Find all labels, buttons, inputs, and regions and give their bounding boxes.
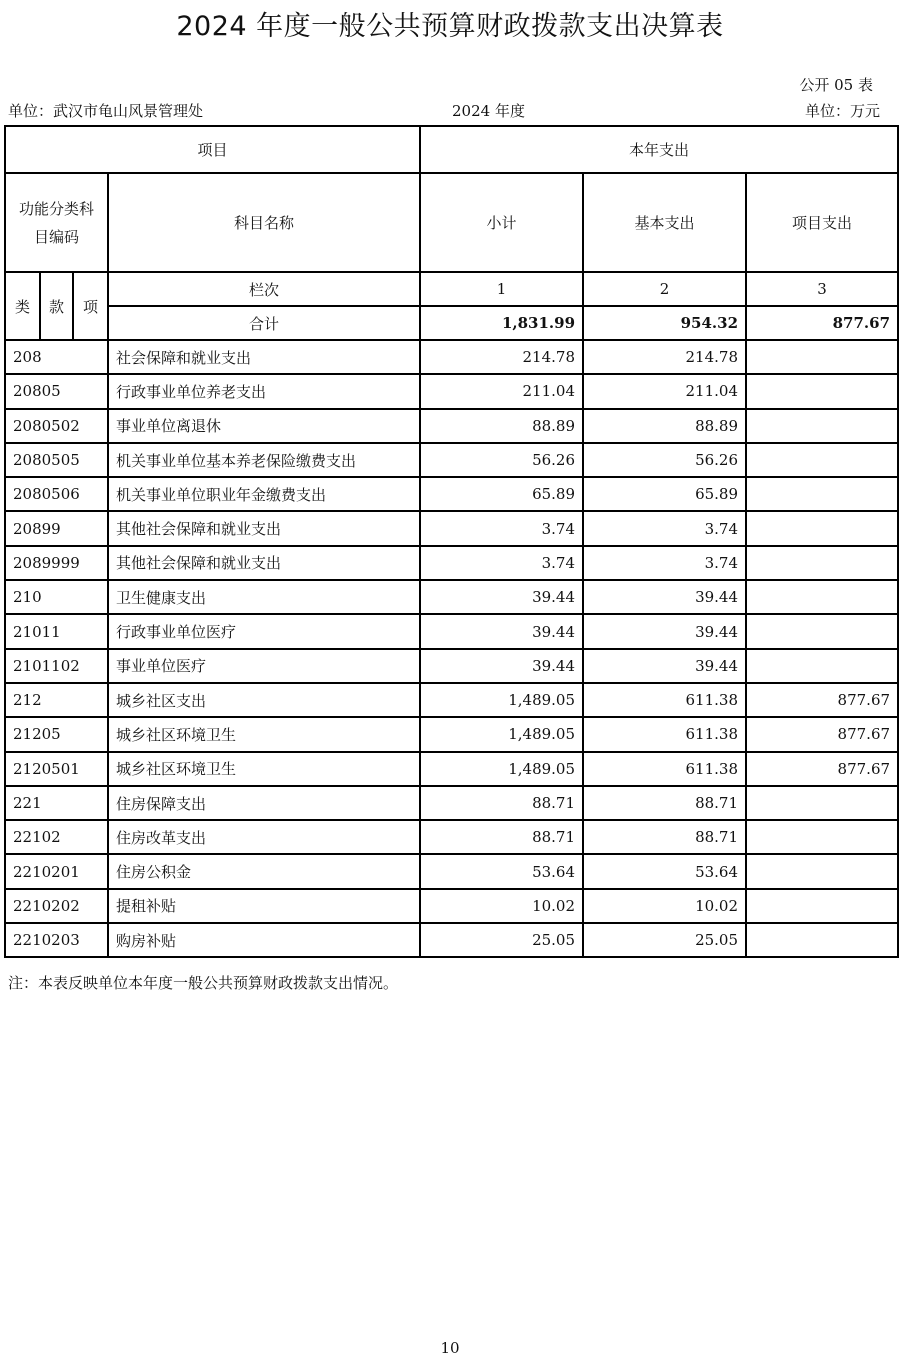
header-basic: 基本支出 — [583, 173, 746, 272]
table-row — [5, 683, 898, 717]
row-project: 877.67 — [746, 752, 898, 786]
total-label: 合计 — [108, 306, 420, 340]
row-project: 877.67 — [746, 683, 898, 717]
row-subtotal: 1,489.05 — [420, 717, 583, 751]
header-kuan: 款 — [40, 272, 73, 340]
row-name: 城乡社区支出 — [108, 683, 420, 717]
row-code: 20899 — [5, 511, 108, 545]
row-basic: 56.26 — [583, 443, 746, 477]
header-code: 功能分类科目编码 — [5, 173, 108, 272]
row-basic: 25.05 — [583, 923, 746, 957]
header-item: 项目 — [5, 126, 420, 173]
row-name: 事业单位医疗 — [108, 649, 420, 683]
row-code: 221 — [5, 786, 108, 820]
row-code: 2080505 — [5, 443, 108, 477]
row-code: 2120501 — [5, 752, 108, 786]
row-basic: 39.44 — [583, 580, 746, 614]
table-row — [5, 443, 898, 477]
row-basic: 611.38 — [583, 717, 746, 751]
row-subtotal: 88.71 — [420, 820, 583, 854]
total-row — [5, 306, 898, 340]
row-project — [746, 854, 898, 888]
row-subtotal: 25.05 — [420, 923, 583, 957]
row-basic: 88.71 — [583, 820, 746, 854]
row-code: 212 — [5, 683, 108, 717]
row-basic: 214.78 — [583, 340, 746, 374]
row-subtotal: 65.89 — [420, 477, 583, 511]
row-project — [746, 477, 898, 511]
row-name: 行政事业单位养老支出 — [108, 374, 420, 408]
row-subtotal: 39.44 — [420, 614, 583, 648]
row-name: 其他社会保障和就业支出 — [108, 511, 420, 545]
table-row — [5, 546, 898, 580]
row-name: 住房公积金 — [108, 854, 420, 888]
row-name: 社会保障和就业支出 — [108, 340, 420, 374]
row-code: 2210202 — [5, 889, 108, 923]
row-subtotal: 56.26 — [420, 443, 583, 477]
table-row — [5, 820, 898, 854]
row-project — [746, 889, 898, 923]
row-project — [746, 443, 898, 477]
row-subtotal: 211.04 — [420, 374, 583, 408]
row-basic: 39.44 — [583, 649, 746, 683]
table-row — [5, 580, 898, 614]
row-basic: 611.38 — [583, 683, 746, 717]
table-row — [5, 340, 898, 374]
row-code: 20805 — [5, 374, 108, 408]
row-project — [746, 923, 898, 957]
row-project — [746, 649, 898, 683]
row-code: 2101102 — [5, 649, 108, 683]
header-col1: 1 — [420, 272, 583, 306]
total-project: 877.67 — [746, 306, 898, 340]
table-row — [5, 717, 898, 751]
table-row — [5, 477, 898, 511]
row-basic: 611.38 — [583, 752, 746, 786]
row-subtotal: 10.02 — [420, 889, 583, 923]
row-subtotal: 1,489.05 — [420, 752, 583, 786]
row-name: 行政事业单位医疗 — [108, 614, 420, 648]
row-name: 机关事业单位职业年金缴费支出 — [108, 477, 420, 511]
currency-unit: 单位：万元 — [804, 102, 880, 120]
row-project — [746, 511, 898, 545]
row-project — [746, 614, 898, 648]
header-column-index: 栏次 — [108, 272, 420, 306]
row-subtotal: 3.74 — [420, 511, 583, 545]
row-name: 机关事业单位基本养老保险缴费支出 — [108, 443, 420, 477]
table-row — [5, 649, 898, 683]
row-subtotal: 88.89 — [420, 409, 583, 443]
row-basic: 3.74 — [583, 546, 746, 580]
row-project — [746, 374, 898, 408]
row-project — [746, 820, 898, 854]
row-code: 21011 — [5, 614, 108, 648]
row-basic: 3.74 — [583, 511, 746, 545]
row-basic: 211.04 — [583, 374, 746, 408]
table-row — [5, 786, 898, 820]
row-name: 城乡社区环境卫生 — [108, 717, 420, 751]
row-subtotal: 3.74 — [420, 546, 583, 580]
total-basic: 954.32 — [583, 306, 746, 340]
row-project — [746, 340, 898, 374]
row-name: 城乡社区环境卫生 — [108, 752, 420, 786]
row-basic: 88.71 — [583, 786, 746, 820]
row-subtotal: 53.64 — [420, 854, 583, 888]
row-basic: 10.02 — [583, 889, 746, 923]
header-row-1 — [5, 126, 898, 173]
row-code: 2080502 — [5, 409, 108, 443]
row-project — [746, 546, 898, 580]
row-code: 2210203 — [5, 923, 108, 957]
header-project: 项目支出 — [746, 173, 898, 272]
row-project — [746, 580, 898, 614]
expenditure-table — [4, 125, 899, 958]
table-row — [5, 752, 898, 786]
row-subtotal: 88.71 — [420, 786, 583, 820]
header-subject-name: 科目名称 — [108, 173, 420, 272]
row-project — [746, 409, 898, 443]
table-row — [5, 409, 898, 443]
row-basic: 53.64 — [583, 854, 746, 888]
row-code: 210 — [5, 580, 108, 614]
row-name: 其他社会保障和就业支出 — [108, 546, 420, 580]
row-subtotal: 214.78 — [420, 340, 583, 374]
page-title: 2024 年度一般公共预算财政拨款支出决算表 — [176, 11, 724, 42]
table-row — [5, 923, 898, 957]
header-col3: 3 — [746, 272, 898, 306]
table-row — [5, 854, 898, 888]
row-name: 提租补贴 — [108, 889, 420, 923]
row-code: 21205 — [5, 717, 108, 751]
table-row — [5, 614, 898, 648]
row-basic: 88.89 — [583, 409, 746, 443]
row-project: 877.67 — [746, 717, 898, 751]
row-code: 2089999 — [5, 546, 108, 580]
row-name: 购房补贴 — [108, 923, 420, 957]
row-subtotal: 39.44 — [420, 649, 583, 683]
row-subtotal: 1,489.05 — [420, 683, 583, 717]
header-subtotal: 小计 — [420, 173, 583, 272]
row-name: 住房保障支出 — [108, 786, 420, 820]
unit-name: 单位：武汉市龟山风景管理处 — [8, 102, 204, 120]
page-number: 10 — [440, 1339, 460, 1357]
header-current-year: 本年支出 — [420, 126, 898, 173]
header-col2: 2 — [583, 272, 746, 306]
row-basic: 39.44 — [583, 614, 746, 648]
table-row — [5, 889, 898, 923]
header-row-3 — [5, 272, 898, 306]
table-row — [5, 511, 898, 545]
footnote: 注：本表反映单位本年度一般公共预算财政拨款支出情况。 — [8, 974, 399, 992]
row-code: 208 — [5, 340, 108, 374]
row-name: 卫生健康支出 — [108, 580, 420, 614]
header-lei: 类 — [5, 272, 40, 340]
header-row-2 — [5, 173, 898, 272]
table-row — [5, 374, 898, 408]
row-basic: 65.89 — [583, 477, 746, 511]
row-name: 事业单位离退休 — [108, 409, 420, 443]
header-xiang: 项 — [73, 272, 108, 340]
row-name: 住房改革支出 — [108, 820, 420, 854]
row-code: 22102 — [5, 820, 108, 854]
row-code: 2080506 — [5, 477, 108, 511]
row-project — [746, 786, 898, 820]
year-label: 2024 年度 — [452, 102, 525, 120]
total-subtotal: 1,831.99 — [420, 306, 583, 340]
row-subtotal: 39.44 — [420, 580, 583, 614]
table-code: 公开 05 表 — [799, 76, 873, 94]
row-code: 2210201 — [5, 854, 108, 888]
